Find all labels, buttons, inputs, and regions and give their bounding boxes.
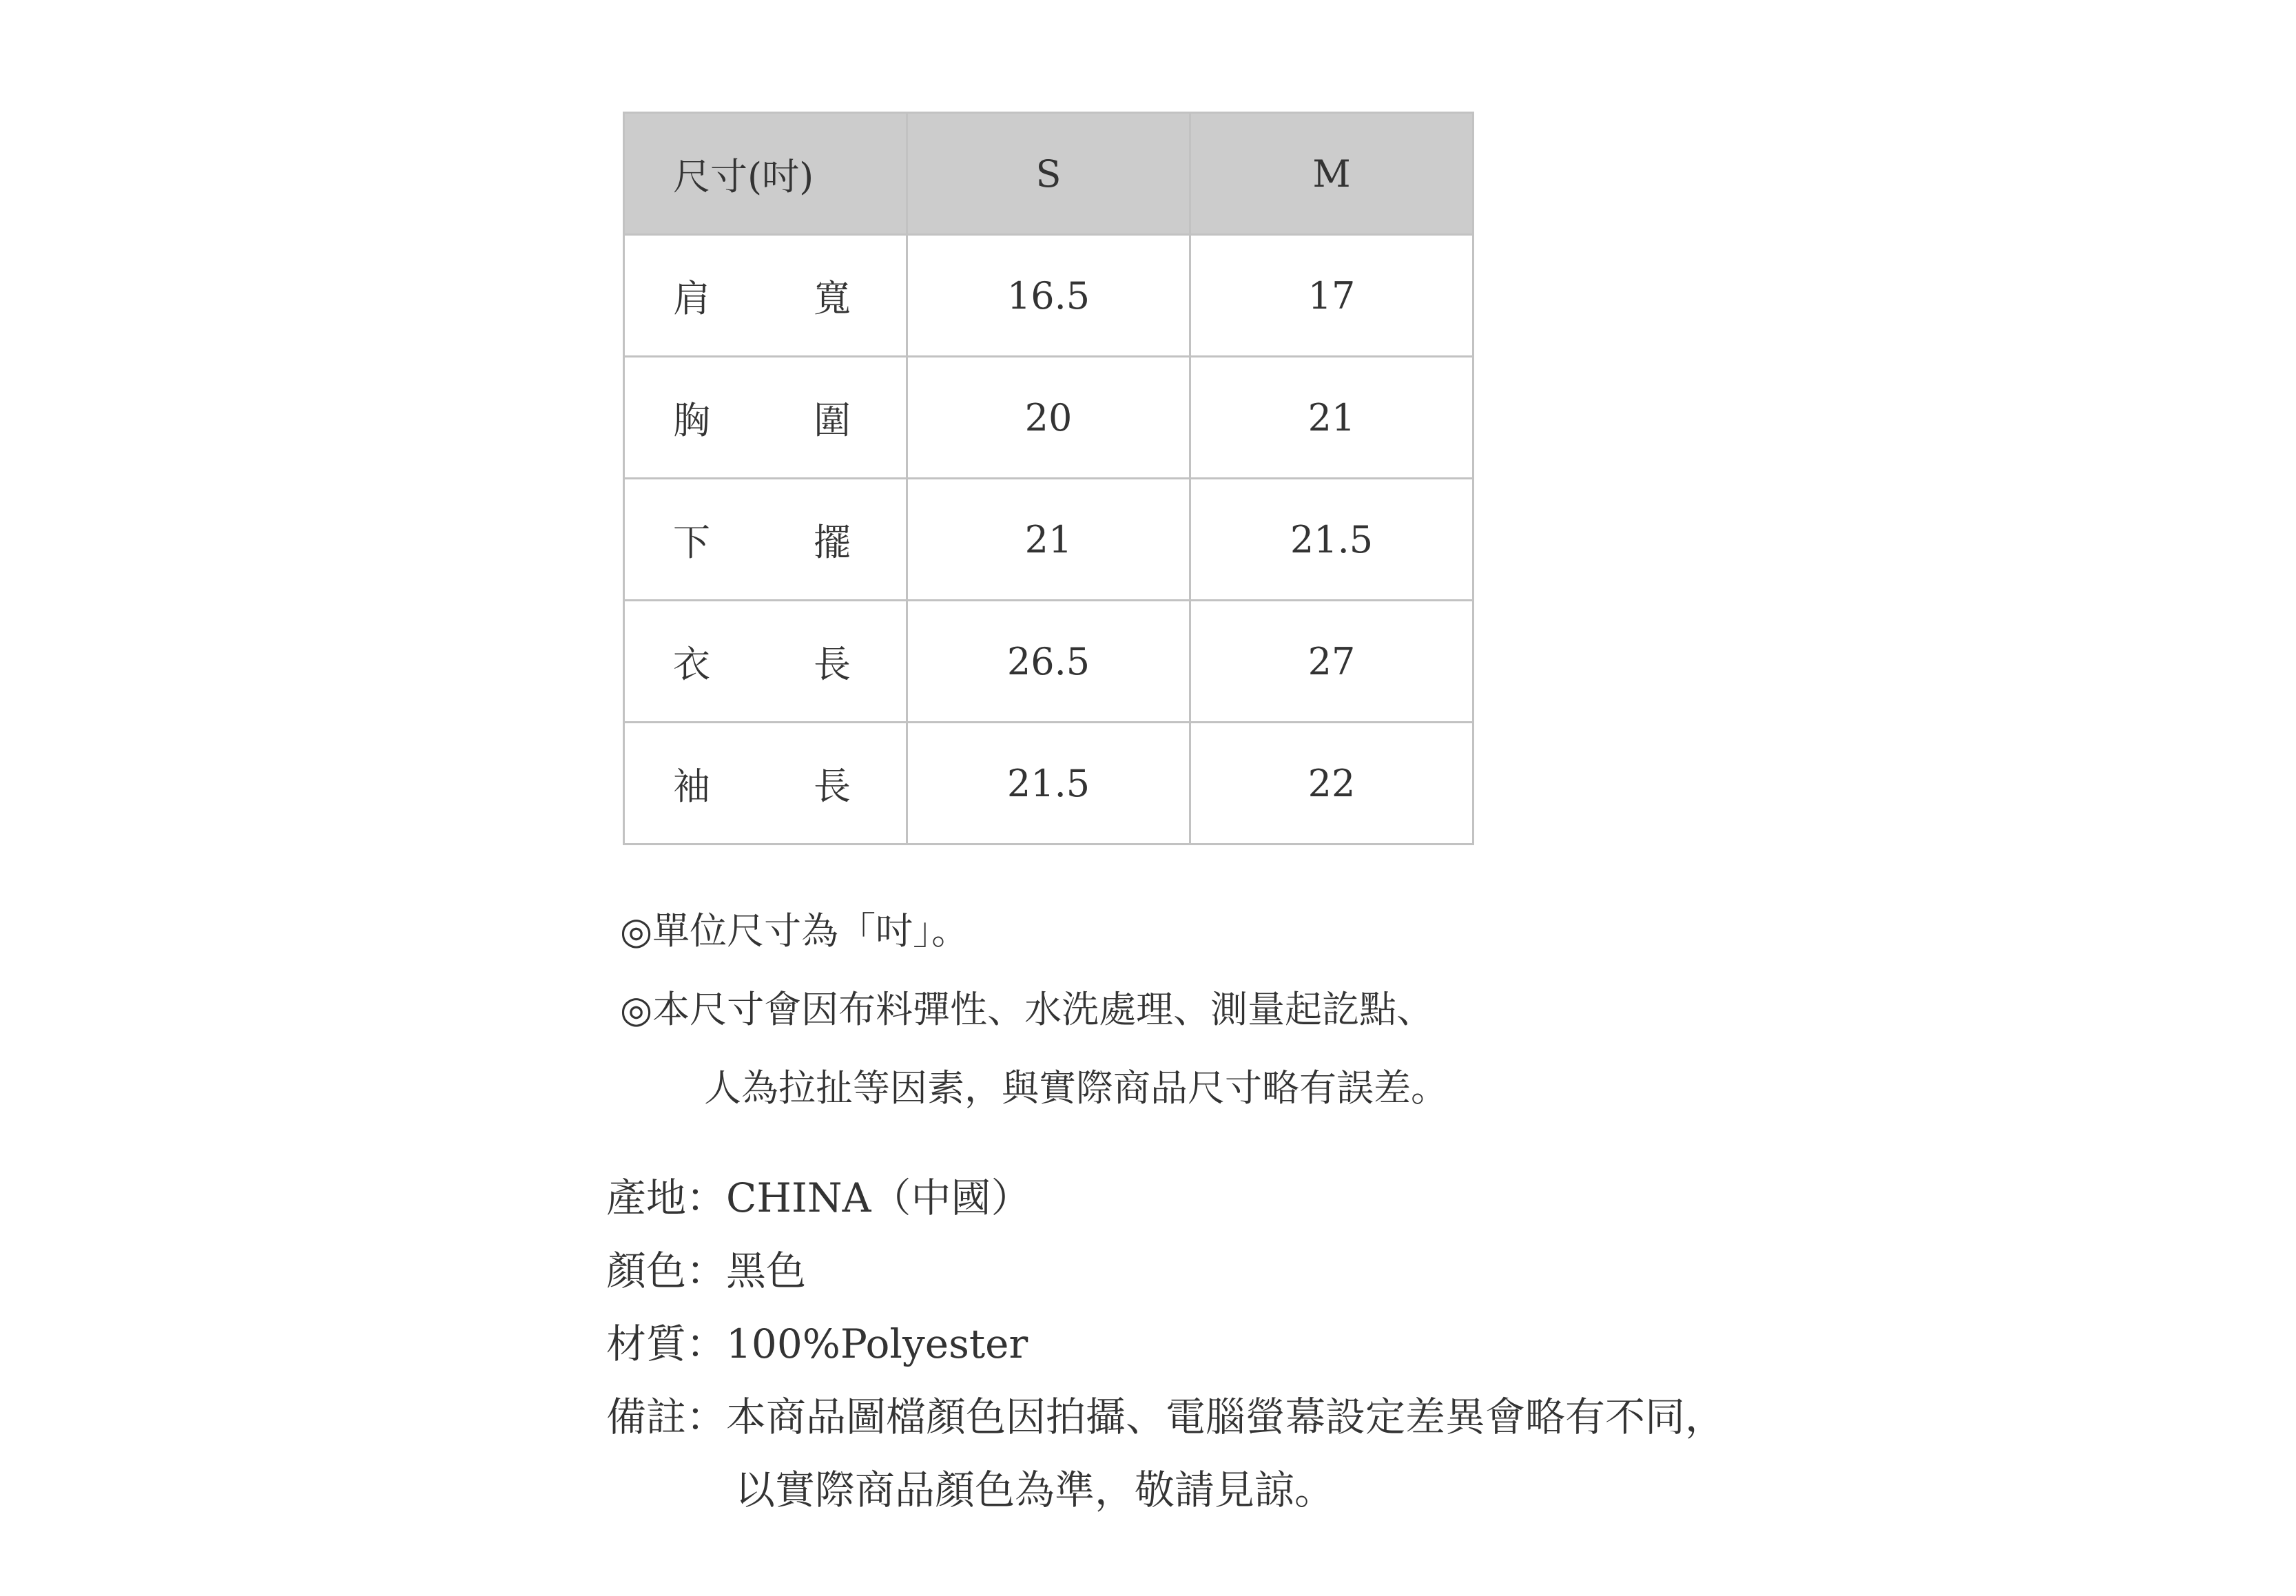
spec-material bbox=[606, 1307, 1725, 1380]
row-label-shoulder: 肩寬 bbox=[624, 235, 907, 357]
spec-origin bbox=[606, 1161, 1725, 1234]
spec-remark-line1: 本商品圖檔顏色因拍攝、電腦螢幕設定差異會略有不同， bbox=[726, 1393, 1726, 1440]
row-label-sleeve: 袖長 bbox=[624, 723, 907, 844]
note-unit: ◎單位尺寸為「吋」。 bbox=[620, 909, 969, 953]
spec-color-value: 黑色 bbox=[726, 1247, 807, 1294]
header-size-m: M bbox=[1190, 113, 1473, 235]
spec-material-label: 材質： bbox=[606, 1320, 727, 1367]
table-header-row bbox=[624, 113, 1473, 235]
spec-origin-value: CHINA（中國） bbox=[726, 1174, 1031, 1221]
row-value-m: 21 bbox=[1190, 357, 1473, 479]
row-label-chest: 胸圍 bbox=[624, 357, 907, 479]
note-disclaimer: ◎本尺寸會因布料彈性、水洗處理、測量起訖點、 bbox=[620, 988, 1434, 1031]
spec-color-label: 顏色： bbox=[606, 1247, 727, 1294]
row-value-s: 16.5 bbox=[907, 235, 1190, 357]
row-value-s: 26.5 bbox=[907, 601, 1190, 723]
row-value-m: 21.5 bbox=[1190, 479, 1473, 601]
row-value-m: 27 bbox=[1190, 601, 1473, 723]
size-table bbox=[623, 112, 1474, 845]
note-disclaimer-continued: 人為拉扯等因素，與實際商品尺寸略有誤差。 bbox=[704, 1066, 1448, 1110]
row-label-length: 衣長 bbox=[624, 601, 907, 723]
table-row bbox=[624, 357, 1473, 479]
row-value-s: 21 bbox=[907, 479, 1190, 601]
row-value-s: 20 bbox=[907, 357, 1190, 479]
spec-material-value: 100%Polyester bbox=[726, 1320, 1028, 1367]
row-value-m: 17 bbox=[1190, 235, 1473, 357]
table-row bbox=[624, 723, 1473, 844]
header-size-s: S bbox=[907, 113, 1190, 235]
table-row bbox=[624, 601, 1473, 723]
product-specs bbox=[606, 1161, 1725, 1526]
row-value-s: 21.5 bbox=[907, 723, 1190, 844]
header-size-label: 尺寸(吋) bbox=[624, 113, 907, 235]
row-label-hem: 下擺 bbox=[624, 479, 907, 601]
row-value-m: 22 bbox=[1190, 723, 1473, 844]
spec-color bbox=[606, 1234, 1725, 1307]
size-notes bbox=[620, 892, 1448, 1128]
table-row bbox=[624, 479, 1473, 601]
table-row bbox=[624, 235, 1473, 357]
spec-remark bbox=[606, 1380, 1725, 1453]
spec-origin-label: 產地： bbox=[606, 1174, 727, 1221]
spec-remark-label: 備註： bbox=[606, 1393, 727, 1440]
spec-remark-line2: 以實際商品顏色為準，敬請見諒。 bbox=[735, 1467, 1335, 1513]
